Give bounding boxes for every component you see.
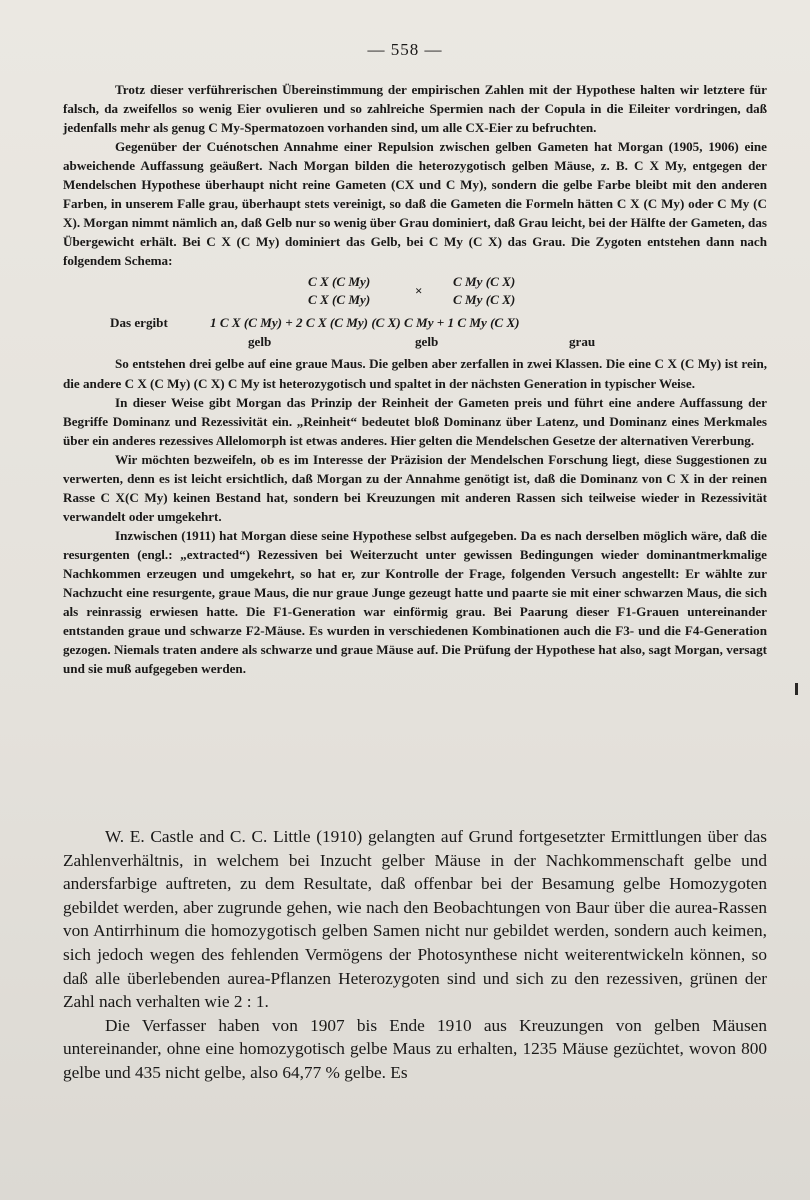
paragraph-5: Wir möchten bezweifeln, ob es im Interesse der Präzision der Mendelschen Forschung liegt, diese Suggestionen zu verwerten, denn es ist leicht ersichtlich, daß Morgan zu der Annahme genötigt ist, daß die Dominanz von C X in der reinen Rasse C X(C My) keinen Bestand hat, sondern bei Kreuzungen mit anderen Rassen sich teilweise wieder in Rezessivität verwandelt oder umgekehrt. [63, 451, 767, 524]
small-print-section [63, 80, 767, 678]
paragraph-7: W. E. Castle and C. C. Little (1910) gelangten auf Grund fortgesetzter Ermittlungen über das Zahlenverhältnis, in welchem bei Inzucht gelber Mäuse in der Nachkommenschaft gelbe und andersfarbige auftreten, zu dem Resultate, daß offenbar bei der Besamung gelbe Homozygoten gebildet werden, aber zugrunde gehen, wie nach den Beobachtungen von Baur über die aurea-Rassen von Antirrhinum die homozygotisch gelben Samen nicht nur gebildet werden, sondern auch keimen, sich jedoch wegen des fehlenden Vermögens der Photosynthese nicht weiterentwickeln können, so daß alle überlebenden aurea-Pflanzen Heterozygoten sind und sich zu den rezessiven, grünen der Zahl nach verhalten wie 2 : 1. [63, 827, 767, 1012]
paragraph-3: So entstehen drei gelbe auf eine graue Maus. Die gelben aber zerfallen in zwei Klassen. Die eine C X (C My) ist rein, die andere C X (C My) (C X) C My ist heterozygotisch und spaltet in der nächsten Generation in typischer Weise. [63, 356, 767, 391]
paragraph-2: Gegenüber der Cuénotschen Annahme einer Repulsion zwischen gelben Gameten hat Morgan (1905, 1906) eine abweichende Auffassung geäußert. Nach Morgan bilden die heterozygotisch gelben Mäuse, z. B. C X My, entgegen der Mendelschen Hypothese überhaupt nicht reine Gameten (CX und C My), sondern die gelbe Farbe bleibt mit den anderen Farben, in unserem Falle grau, überhaupt stets vereinigt, so daß die Gameten die Formeln hätten C X (C My) oder C My (C X). Morgan nimmt nämlich an, daß Gelb nur so wenig über Grau dominiert, daß Grau leicht, bei der Hälfte der Gameten, das Übergewicht erhält. Bei C X (C My) dominiert das Gelb, bei C My (C X) das Grau. Die Zygoten entstehen dann nach folgendem Schema: [63, 139, 767, 269]
schema-result-formula: 1 C X (C My) + 2 C X (C My) (C X) C My + 1 C My (C X) [210, 315, 520, 331]
schema-left-2: C X (C My) [308, 292, 371, 308]
margin-mark [795, 683, 798, 695]
crossing-schema [63, 270, 767, 354]
schema-cross: × [415, 283, 423, 299]
page-number: — 558 — [367, 40, 443, 59]
schema-result-label: Das ergibt [110, 315, 168, 331]
paragraph-4: In dieser Weise gibt Morgan das Prinzip der Reinheit der Gameten preis und führt eine andere Auffassung der Begriffe Dominanz und Rezessivität ein. „Reinheit“ bedeutet bloß Dominanz über Latenz, und Dominanz eines Merkmales über ein anderes rezessives Allelomorph ist etwas anderes. Hier gelten die Mendelschen Gesetze der alternativen Vererbung. [63, 394, 767, 448]
schema-right-2: C My (C X) [453, 292, 516, 308]
paragraph-6: Inzwischen (1911) hat Morgan diese seine Hypothese selbst aufgegeben. Da es nach derselben möglich wäre, daß die resurgenten (engl.: „extracted“) Rezessiven bei Weiterzucht unter gewissen Bedingungen wieder dominantmerkmalige Nachkommen erzeugen und umgekehrt, so hat er, zur Kontrolle der Frage, folgenden Versuch angestellt: Er wählte zur Nachzucht eine resurgente, graue Maus, die nur graue Junge gezeugt hatte und paarte sie mit einer schwarzen Maus, die sich als reinrassig erwiesen hatte. Die F1-Generation war einförmig grau. Bei Paarung dieser F1-Grauen untereinander entstanden graue und schwarze F2-Mäuse. Es wurden in verschiedenen Kombinationen auch die F3- und die F4-Generation gezogen. Niemals traten andere als schwarze und graue Mäuse auf. Die Prüfung der Hypothese hat also, sagt Morgan, versagt und sie muß aufgegeben werden. [63, 527, 767, 677]
schema-right-1: C My (C X) [453, 274, 516, 290]
main-text-section [63, 825, 767, 1085]
schema-left-1: C X (C My) [308, 274, 371, 290]
paragraph-8: Die Verfasser haben von 1907 bis Ende 1910 aus Kreuzungen von gelben Mäusen untereinander, ohne eine homozygotisch gelbe Maus zu erhalten, 1235 Mäuse gezüchtet, wovon 800 gelbe und 435 nicht gelbe, also 64,77 % gelbe. Es [63, 1015, 767, 1082]
schema-color-2: gelb [415, 334, 439, 350]
schema-color-3: grau [569, 334, 596, 350]
schema-color-1: gelb [248, 334, 272, 350]
paragraph-1: Trotz dieser verführerischen Übereinstimmung der empirischen Zahlen mit der Hypothese halten wir letztere für falsch, da zweifellos so wenig Eier ovulieren und so zahlreiche Spermien nach der Copula in die Eileiter vordringen, daß jedenfalls mehr als genug C My-Spermatozoen vorhanden sind, um alle CX-Eier zu befruchten. [63, 82, 767, 136]
